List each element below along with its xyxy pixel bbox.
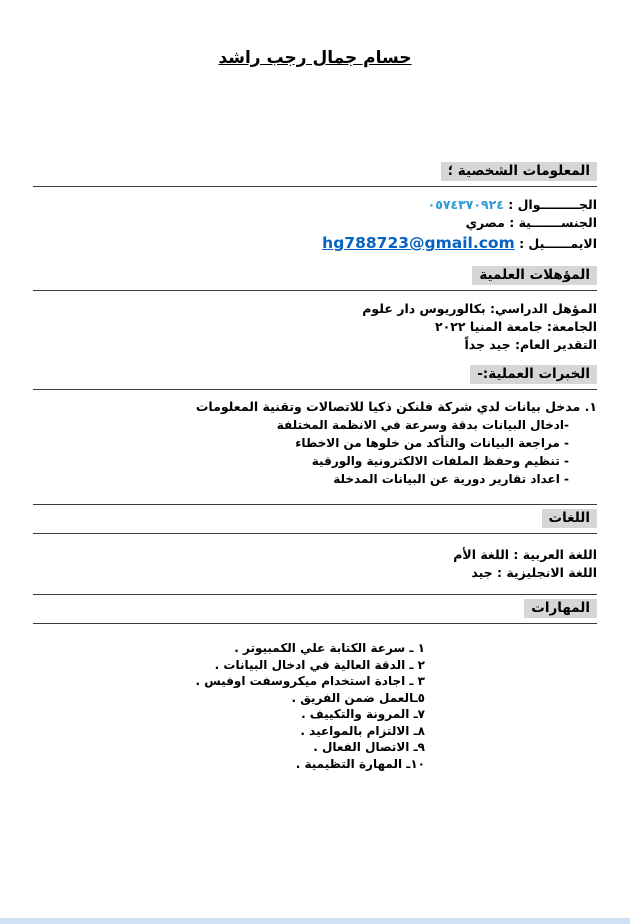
divider — [33, 594, 597, 595]
divider — [33, 186, 597, 187]
section-header-experience — [33, 363, 597, 384]
bottom-scroll-strip — [0, 918, 630, 924]
experience-intro: ١. مدخل بيانات لدي شركة فلنكن ذكيا للاتصالات وتقنية المعلومات — [195, 399, 597, 414]
section-header-skills-label: المهارات — [524, 599, 597, 618]
education-grade: التقدير العام: جيد جداً — [464, 337, 597, 352]
skill-item: ٧ـ المرونة والتكييف . — [301, 707, 425, 721]
skill-item: ٩ـ الاتصال الفعال . — [313, 740, 425, 754]
section-header-personal-label: المعلومات الشخصية ؛ — [441, 162, 597, 181]
divider — [33, 623, 597, 624]
resume-content — [0, 48, 630, 772]
skill-item: ١ ـ سرعة الكتابة علي الكمبيوتر . — [234, 641, 425, 655]
skill-item: ٥ـالعمل ضمن الفريق . — [291, 690, 425, 705]
divider — [33, 533, 597, 534]
section-header-education-label: المؤهلات العلمية — [472, 266, 597, 285]
section-header-education — [33, 264, 597, 285]
page-title: حسام جمال رجب راشد — [218, 48, 412, 68]
section-header-skills — [33, 597, 597, 618]
language-arabic: اللغة العربية : اللغة الأم — [453, 547, 597, 562]
experience-item: - تنظيم وحفظ الملفات الالكترونية والورقية — [311, 454, 569, 468]
section-header-languages-label: اللغات — [542, 509, 597, 528]
divider — [33, 389, 597, 390]
experience-item: - مراجعة البيانات والتأكد من خلوها من الاخطاء — [295, 436, 569, 450]
divider — [33, 504, 597, 505]
section-header-languages — [33, 507, 597, 528]
language-english: اللغة الانجليزية : جيد — [471, 565, 597, 580]
skill-item: ٨ـ الالتزام بالمواعيد . — [300, 723, 425, 738]
email-link[interactable]: hg788723@gmail.com — [322, 234, 515, 252]
phone-label: الجـــــــــوال : — [508, 197, 597, 212]
nationality-line — [33, 214, 597, 232]
nationality-value: مصري — [465, 215, 505, 230]
education-degree: المؤهل الدراسي: بكالوريوس دار علوم — [362, 301, 597, 316]
email-label: الايمــــــيل : — [519, 236, 597, 251]
phone-line — [33, 196, 597, 214]
experience-item: - اعداد تقارير دورية عن البيانات المدخلة — [333, 472, 569, 486]
section-header-personal — [33, 160, 597, 181]
divider — [33, 290, 597, 291]
nationality-label: الجنســـــــية : — [509, 215, 597, 230]
skill-item: ١٠ـ المهارة التظيمية . — [295, 756, 425, 771]
phone-value: ٠٥٧٤٣٧٠٩٢٤ — [427, 197, 504, 212]
section-header-experience-label: الخبرات العملية:- — [470, 365, 597, 384]
skill-item: ٣ ـ اجادة استخدام ميكروسفت اوفيس . — [195, 674, 425, 688]
email-line — [33, 232, 597, 255]
skill-item: ٢ ـ الدقة العالية في ادخال البيانات . — [214, 657, 425, 672]
experience-item: -ادخال البيانات بدقة وسرعة في الانظمة المختلفة — [276, 418, 569, 432]
education-university: الجامعة: جامعة المنيا ٢٠٢٢ — [435, 319, 597, 334]
skills-list — [33, 640, 597, 772]
